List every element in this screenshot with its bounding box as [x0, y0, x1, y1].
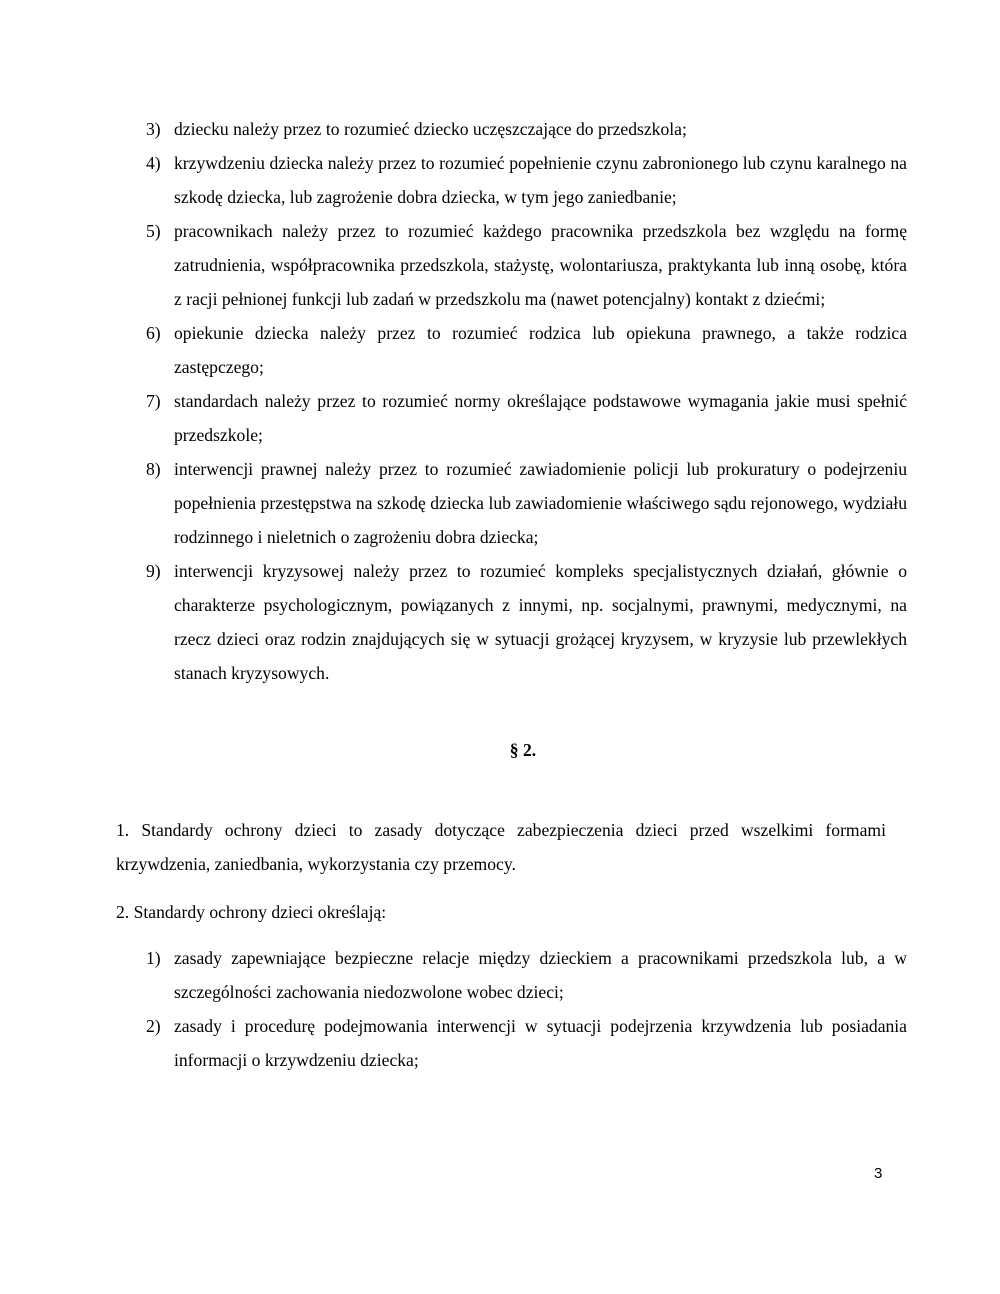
- item-number: 6): [146, 323, 161, 343]
- standards-item-2: [137, 1009, 907, 1077]
- item-text: zasady zapewniające bezpieczne relacje między dzieckiem a pracownikami przedszkola lub, a w szczególności zachowania niedozwolone wobec dzieci;: [174, 948, 907, 1002]
- paragraph-1: 1. Standardy ochrony dzieci to zasady dotyczące zabezpieczenia dzieci przed wszelkimi formami krzywdzenia, zaniedbania, wykorzystania czy przemocy.: [116, 820, 886, 874]
- item-text: standardach należy przez to rozumieć normy określające podstawowe wymagania jakie musi spełnić przedszkole;: [174, 391, 907, 445]
- definition-item-7: [137, 384, 907, 452]
- item-text: dziecku należy przez to rozumieć dziecko uczęszczające do przedszkola;: [174, 119, 687, 139]
- item-number: 4): [146, 153, 161, 173]
- item-number: 1): [146, 948, 161, 968]
- item-number: 2): [146, 1016, 161, 1036]
- item-number: 3): [146, 119, 161, 139]
- definition-item-6: [137, 316, 907, 384]
- item-text: krzywdzeniu dziecka należy przez to rozumieć popełnienie czynu zabronionego lub czynu karalnego na szkodę dziecka, lub zagrożenie dobra dziecka, w tym jego zaniedbanie;: [174, 153, 907, 207]
- definition-item-3: [137, 112, 907, 146]
- item-number: 5): [146, 221, 161, 241]
- standards-list: [137, 941, 907, 1077]
- item-text: interwencji kryzysowej należy przez to rozumieć kompleks specjalistycznych działań, głównie o charakterze psychologicznym, powiązanych z innymi, np. socjalnymi, prawnymi, medycznymi, na rzecz dzieci oraz rodzin znajdujących się w sytuacji grożącej kryzysem, w kryzysie lub przewlekłych stanach kryzysowych.: [174, 561, 907, 683]
- item-text: zasady i procedurę podejmowania interwencji w sytuacji podejrzenia krzywdzenia lub posiadania informacji o krzywdzeniu dziecka;: [174, 1016, 907, 1070]
- definition-item-8: [137, 452, 907, 554]
- definition-item-5: [137, 214, 907, 316]
- item-text: pracownikach należy przez to rozumieć każdego pracownika przedszkola bez względu na formę zatrudnienia, współpracownika przedszkola, stażystę, wolontariusza, praktykanta lub inną osobę, która z racji pełnionej funkcji lub zadań w przedszkolu ma (nawet potencjalny) kontakt z dziećmi;: [174, 221, 907, 309]
- definitions-list: [137, 112, 907, 690]
- item-text: interwencji prawnej należy przez to rozumieć zawiadomienie policji lub prokuratury o podejrzeniu popełnienia przestępstwa na szkodę dziecka lub zawiadomienie właściwego sądu rejonowego, wydziału rodzinnego i nieletnich o zagrożeniu dobra dziecka;: [174, 459, 907, 547]
- standards-item-1: [137, 941, 907, 1009]
- item-number: 8): [146, 459, 161, 479]
- item-number: 7): [146, 391, 161, 411]
- page-number: 3: [874, 1165, 883, 1182]
- item-number: 9): [146, 561, 161, 581]
- definition-item-9: [137, 554, 907, 690]
- item-text: opiekunie dziecka należy przez to rozumieć rodzica lub opiekuna prawnego, a także rodzica zastępczego;: [174, 323, 907, 377]
- section-heading: § 2.: [509, 740, 537, 760]
- definition-item-4: [137, 146, 907, 214]
- paragraph-2: 2. Standardy ochrony dzieci określają:: [116, 902, 387, 922]
